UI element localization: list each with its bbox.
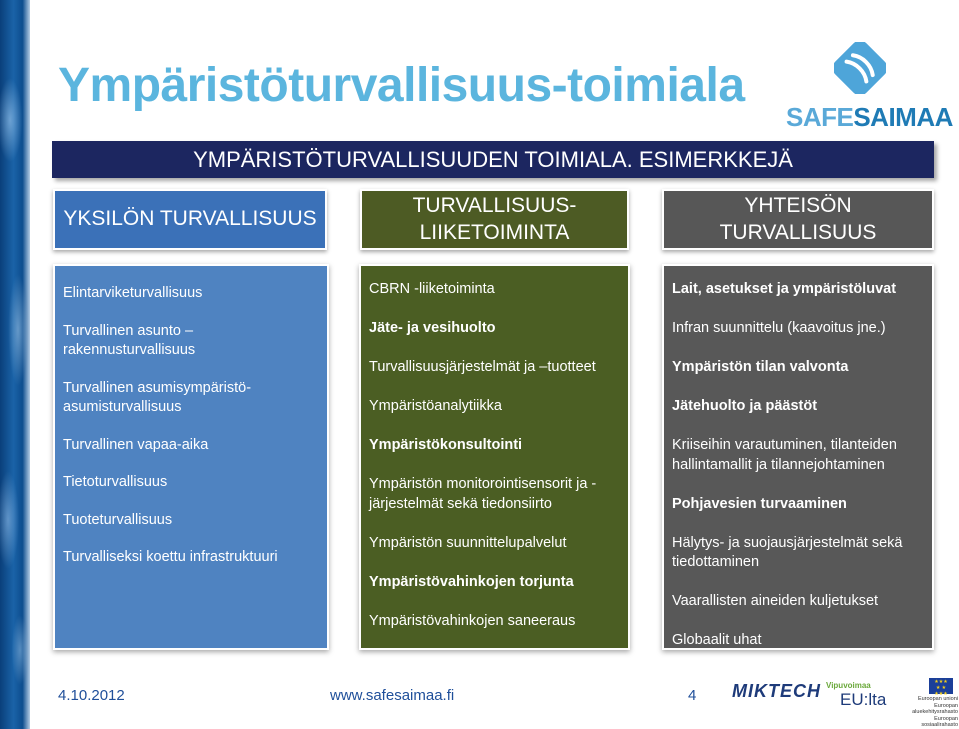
eulta-text: EU:lta [840,690,887,709]
footer-url-link[interactable]: www.safesaimaa.fi [330,687,455,704]
safesaimaa-logo [786,42,953,137]
eu-funding-text: Euroopan unioni Euroopan aluekehitysrahasto Euroopan sosiaalirahasto [912,696,958,728]
list-item: Elintarviketurvallisuus [63,285,203,301]
list-item: Turvallinen asunto – rakennusturvallisuus [63,322,196,358]
list-item: Ympäristövahinkojen saneeraus [369,612,576,629]
vipuvoimaa-eulta-logo [826,681,892,717]
logo-text: SAFESAIMAA [786,102,953,132]
list-item: Ympäristökonsultointi [369,437,523,453]
list-item: Turvallisuusjärjestelmät ja –tuotteet [369,359,596,375]
list-item: Ympäristövahinkojen torjunta [369,573,574,590]
list-item: Pohjavesien turvaaminen [672,495,847,512]
footer-date: 4.10.2012 [58,687,125,704]
list-item: Ympäristön monitorointisensorit ja -järjestelmät sekä tiedonsiirto [369,476,597,512]
list-item: Turvallinen vapaa-aika [63,436,209,453]
page-title: Ympäristöturvallisuus-toimiala [58,59,745,112]
list-item: Lait, asetukset ja ympäristöluvat [672,281,897,297]
list-item: Ympäristön tilan valvonta [672,359,849,375]
column-individual-safety [53,264,329,650]
water-background [0,0,30,729]
list-item: Globaalit uhat [672,632,762,648]
column-security-business [359,264,630,650]
safesaimaa-logo-icon [834,42,886,94]
column-header-individual: YKSILÖN TURVALLISUUS [53,189,327,250]
column-community-safety [662,264,934,650]
list-item: Kriiseihin varautuminen, tilanteiden hallintamallit ja tilannejohtaminen [672,437,897,473]
eu-flag-icon: ★★★ ★ ★ ★★★ [929,678,953,694]
miktech-logo: MIKTECH [732,681,821,701]
vipuvoimaa-text: Vipuvoimaa [826,681,871,690]
list-item: Tietoturvallisuus [63,474,168,490]
list-item: Ympäristöanalytiikka [369,398,502,414]
column-header-business: TURVALLISUUS-LIIKETOIMINTA [360,189,629,250]
list-item: Jäte- ja vesihuolto [369,320,496,336]
list-item: Infran suunnittelu (kaavoitus jne.) [672,320,886,336]
list-item: Turvallinen asumisympäristö-asumisturvallisuus [63,379,252,415]
list-item: Hälytys- ja suojausjärjestelmät sekä tiedottaminen [672,534,903,570]
banner-text: YMPÄRISTÖTURVALLISUUDEN TOIMIALA. ESIMERKKEJÄ [193,147,793,172]
list-item: Jätehuolto ja päästöt [672,398,818,414]
list-item: Vaarallisten aineiden kuljetukset [672,593,879,609]
list-item: Turvalliseksi koettu infrastruktuuri [63,549,278,565]
list-item: CBRN -liiketoiminta [369,281,495,297]
column-header-community: YHTEISÖN TURVALLISUUS [662,189,934,250]
eu-logo [896,678,958,728]
section-banner [52,141,934,178]
page-number: 4 [688,687,697,704]
list-item: Ympäristön suunnittelupalvelut [369,534,567,551]
list-item: Tuoteturvallisuus [63,511,173,528]
